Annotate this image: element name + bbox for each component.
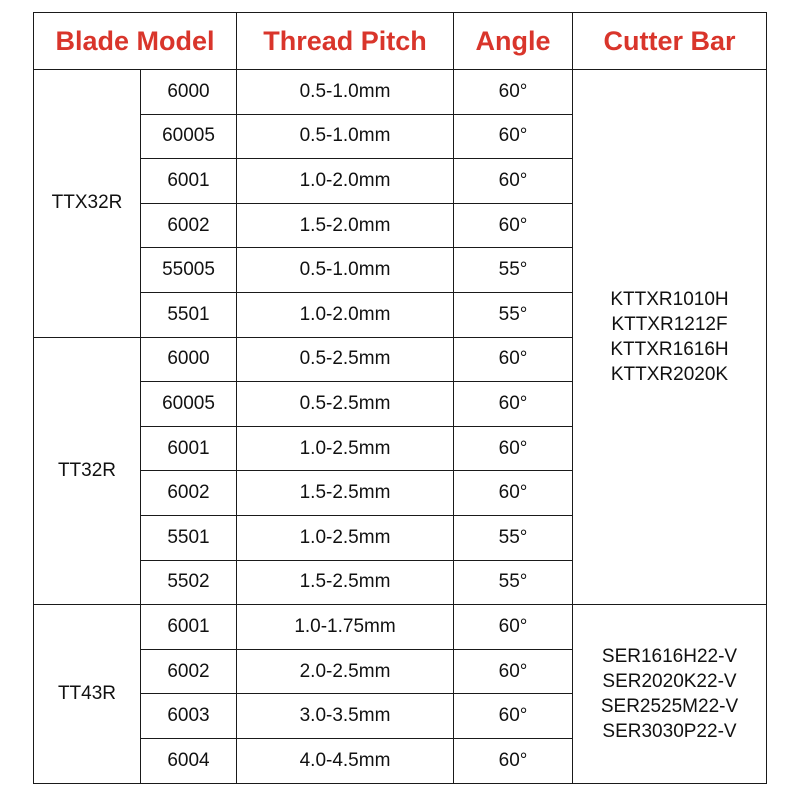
angle-cell: 60° <box>454 471 573 516</box>
angle-cell: 60° <box>454 649 573 694</box>
pitch-cell: 1.0-1.75mm <box>237 605 454 650</box>
cutter-bar-cell <box>573 70 767 605</box>
angle-cell: 55° <box>454 292 573 337</box>
pitch-cell: 0.5-2.5mm <box>237 337 454 382</box>
cutter-bar-cell <box>573 605 767 783</box>
cutter-bar-item: SER1616H22-V <box>601 645 738 667</box>
angle-cell: 60° <box>454 605 573 650</box>
pitch-cell: 1.0-2.5mm <box>237 426 454 471</box>
angle-cell: 60° <box>454 382 573 427</box>
blade-spec-table <box>33 12 767 784</box>
header-cutter-bar: Cutter Bar <box>573 13 767 70</box>
table-row <box>34 605 767 650</box>
model-cell: 6002 <box>141 471 237 516</box>
header-thread-pitch: Thread Pitch <box>237 13 454 70</box>
angle-cell: 60° <box>454 159 573 204</box>
header-angle: Angle <box>454 13 573 70</box>
model-cell: 5502 <box>141 560 237 605</box>
model-cell: 55005 <box>141 248 237 293</box>
model-cell: 6001 <box>141 426 237 471</box>
angle-cell: 60° <box>454 337 573 382</box>
angle-cell: 55° <box>454 515 573 560</box>
pitch-cell: 2.0-2.5mm <box>237 649 454 694</box>
pitch-cell: 1.0-2.0mm <box>237 159 454 204</box>
cutter-bar-item: SER2525M22-V <box>600 695 739 717</box>
model-cell: 6003 <box>141 694 237 739</box>
blade-group-cell: TT32R <box>34 337 141 605</box>
model-cell: 6000 <box>141 337 237 382</box>
angle-cell: 55° <box>454 248 573 293</box>
pitch-cell: 0.5-1.0mm <box>237 248 454 293</box>
angle-cell: 55° <box>454 560 573 605</box>
header-row <box>34 13 767 70</box>
model-cell: 6001 <box>141 605 237 650</box>
angle-cell: 60° <box>454 203 573 248</box>
pitch-cell: 4.0-4.5mm <box>237 738 454 783</box>
cutter-bar-item: KTTXR2020K <box>610 364 729 386</box>
cutter-bar-item: KTTXR1010H <box>610 289 729 311</box>
angle-cell: 60° <box>454 70 573 115</box>
angle-cell: 60° <box>454 426 573 471</box>
model-cell: 5501 <box>141 292 237 337</box>
header-blade-model: Blade Model <box>34 13 237 70</box>
cutter-bar-item: SER2020K22-V <box>602 670 737 692</box>
pitch-cell: 1.0-2.0mm <box>237 292 454 337</box>
pitch-cell: 3.0-3.5mm <box>237 694 454 739</box>
model-cell: 6002 <box>141 649 237 694</box>
model-cell: 6000 <box>141 70 237 115</box>
angle-cell: 60° <box>454 738 573 783</box>
pitch-cell: 1.0-2.5mm <box>237 515 454 560</box>
model-cell: 6004 <box>141 738 237 783</box>
model-cell: 60005 <box>141 382 237 427</box>
cutter-bar-item: SER3030P22-V <box>602 720 737 742</box>
pitch-cell: 1.5-2.5mm <box>237 560 454 605</box>
pitch-cell: 0.5-2.5mm <box>237 382 454 427</box>
cutter-bar-item: KTTXR1616H <box>610 339 729 361</box>
pitch-cell: 0.5-1.0mm <box>237 70 454 115</box>
cutter-bar-item: KTTXR1212F <box>611 314 728 336</box>
blade-group-cell: TT43R <box>34 605 141 783</box>
angle-cell: 60° <box>454 114 573 159</box>
pitch-cell: 1.5-2.0mm <box>237 203 454 248</box>
table-row <box>34 70 767 115</box>
blade-group-cell: TTX32R <box>34 70 141 338</box>
pitch-cell: 0.5-1.0mm <box>237 114 454 159</box>
angle-cell: 60° <box>454 694 573 739</box>
model-cell: 5501 <box>141 515 237 560</box>
model-cell: 60005 <box>141 114 237 159</box>
pitch-cell: 1.5-2.5mm <box>237 471 454 516</box>
model-cell: 6001 <box>141 159 237 204</box>
model-cell: 6002 <box>141 203 237 248</box>
